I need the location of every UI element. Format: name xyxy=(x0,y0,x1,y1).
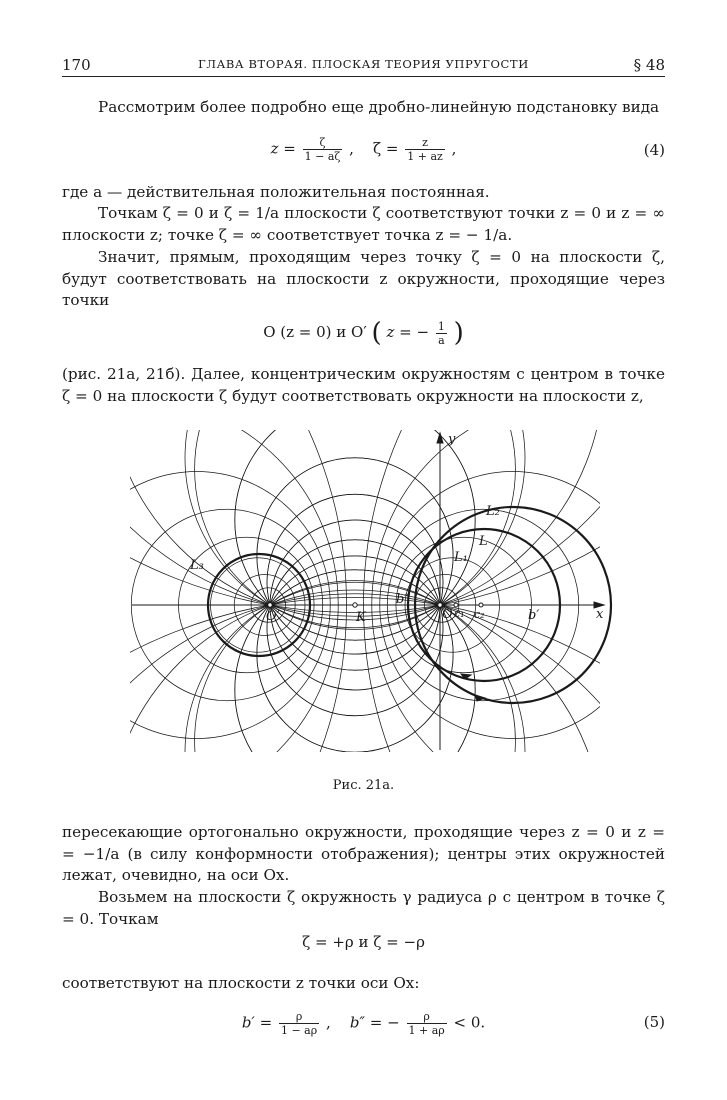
coaxal-circle-upper-2 xyxy=(195,425,516,629)
eq5-fraction-2 xyxy=(407,1010,447,1037)
eq5-frac1-den: 1 − aρ xyxy=(280,1024,318,1037)
equation-5 xyxy=(62,1010,665,1037)
coaxal-circle-upper-1 xyxy=(106,425,603,620)
circle-families xyxy=(0,425,727,770)
label-L2: L₂ xyxy=(486,504,500,519)
eq4-fraction-1 xyxy=(303,136,343,163)
eq4-frac1-num: ζ xyxy=(319,136,326,149)
label-Oprime: O′ xyxy=(266,609,280,624)
label-K: K xyxy=(356,610,366,625)
eq-points-den: a xyxy=(436,333,447,347)
apollonian-circle-left-1 xyxy=(0,425,338,770)
eq-points-inner: z = − xyxy=(386,323,430,341)
coaxal-circle-upper-0 xyxy=(0,425,727,612)
label-O: O xyxy=(442,607,453,622)
paragraph-4: Значит, прямым, проходящим через точку ζ = 0 на плоскости ζ, будут соответствовать на плоскости z окружности, проходящие через точки xyxy=(62,248,665,309)
eq-points-fraction xyxy=(436,320,447,347)
arrow-L2 xyxy=(475,695,485,701)
equation-rho: ζ = +ρ и ζ = −ρ xyxy=(302,933,425,951)
label-c2: c₂ xyxy=(474,608,485,621)
figure-labels xyxy=(189,432,604,625)
label-L3: L₃ xyxy=(190,558,204,573)
paragraph-3: Точкам ζ = 0 и ζ = 1/a плоскости ζ соответствуют точки z = 0 и z = ∞ плоскости z; точке ζ = ∞ соответствует точка z = − 1/a. xyxy=(62,204,665,244)
axes xyxy=(132,433,604,750)
paragraph-2: где a — действительная положительная постоянная. xyxy=(62,183,490,201)
eq-points-close-paren: ) xyxy=(453,318,464,348)
eq4-separator: , xyxy=(349,139,354,158)
point-K xyxy=(353,603,357,607)
eq5-fraction-1 xyxy=(279,1010,319,1037)
eq-points-left: O (z = 0) и O′ xyxy=(263,323,367,341)
point-Oprime xyxy=(268,603,272,607)
apollonian-circle-right-0 xyxy=(363,425,727,770)
eq4-frac2-den: 1 + az xyxy=(407,150,443,163)
equation-4 xyxy=(62,136,665,163)
eq5-frac2-den: 1 + aρ xyxy=(408,1024,445,1037)
eq5-b2-lhs: b″ = − xyxy=(349,1013,400,1032)
eq4-z-lhs: z = xyxy=(270,139,296,158)
paragraph-8: соответствуют на плоскости z точки оси Ox: xyxy=(62,974,420,992)
label-L: L xyxy=(479,534,488,549)
eq4-fraction-2 xyxy=(405,136,445,163)
paragraph-6: пересекающие ортогонально окружности, проходящие через z = 0 и z = = −1/a (в силу конформности отображения); центры этих окружностей лежат, очевидно, на оси Ox. xyxy=(62,823,665,884)
paragraph-1: Рассмотрим более подробно еще дробно-линейную подстановку вида xyxy=(98,98,660,116)
paragraph-7: Возьмем на плоскости ζ окружность γ радиуса ρ с центром в точке ζ = 0. Точкам xyxy=(62,888,665,928)
page-number: 170 xyxy=(62,56,91,74)
chapter-title: ГЛАВА ВТОРАЯ. ПЛОСКАЯ ТЕОРИЯ УПРУГОСТИ xyxy=(198,57,529,71)
label-c1: c₁ xyxy=(454,607,465,620)
eq4-frac1-den: 1 − aζ xyxy=(304,150,341,163)
label-L1: L₁ xyxy=(454,550,468,565)
equation-5-number: (5) xyxy=(643,1013,665,1031)
figure-caption: Рис. 21a. xyxy=(332,778,395,793)
point-c2 xyxy=(479,603,483,607)
eq5-frac1-num: ρ xyxy=(295,1010,303,1023)
coaxal-circle-lower-11 xyxy=(27,425,684,616)
eq-points-num: 1 xyxy=(437,319,445,333)
running-header xyxy=(62,56,665,76)
paragraph-5: (рис. 21a, 21б). Далее, концентрическим окружностям с центром в точке ζ = 0 на плоскости ζ будут соответствовать окружности на плоскости z, xyxy=(62,365,665,405)
section-number: § 48 xyxy=(633,56,665,74)
eq5-separator: , xyxy=(325,1013,331,1032)
y-arrow xyxy=(437,433,443,443)
equation-points xyxy=(62,318,665,348)
eq5-b1-lhs: b′ = xyxy=(241,1013,273,1032)
eq5-b2-rhs: < 0. xyxy=(453,1013,486,1032)
eq4-end: , xyxy=(451,139,457,158)
figure-21a xyxy=(0,425,727,770)
label-b2: b″ xyxy=(396,592,410,607)
header-rule xyxy=(62,76,665,77)
eq4-zeta-lhs: ζ = xyxy=(373,139,399,158)
eq5-frac2-num: ρ xyxy=(423,1010,430,1023)
label-x: x xyxy=(596,607,604,622)
eq4-frac2-num: z xyxy=(422,136,428,149)
label-y: y xyxy=(448,432,456,447)
equation-4-number: (4) xyxy=(643,141,665,159)
label-b1: b′ xyxy=(528,608,540,623)
eq-points-open-paren: ( xyxy=(371,318,382,348)
